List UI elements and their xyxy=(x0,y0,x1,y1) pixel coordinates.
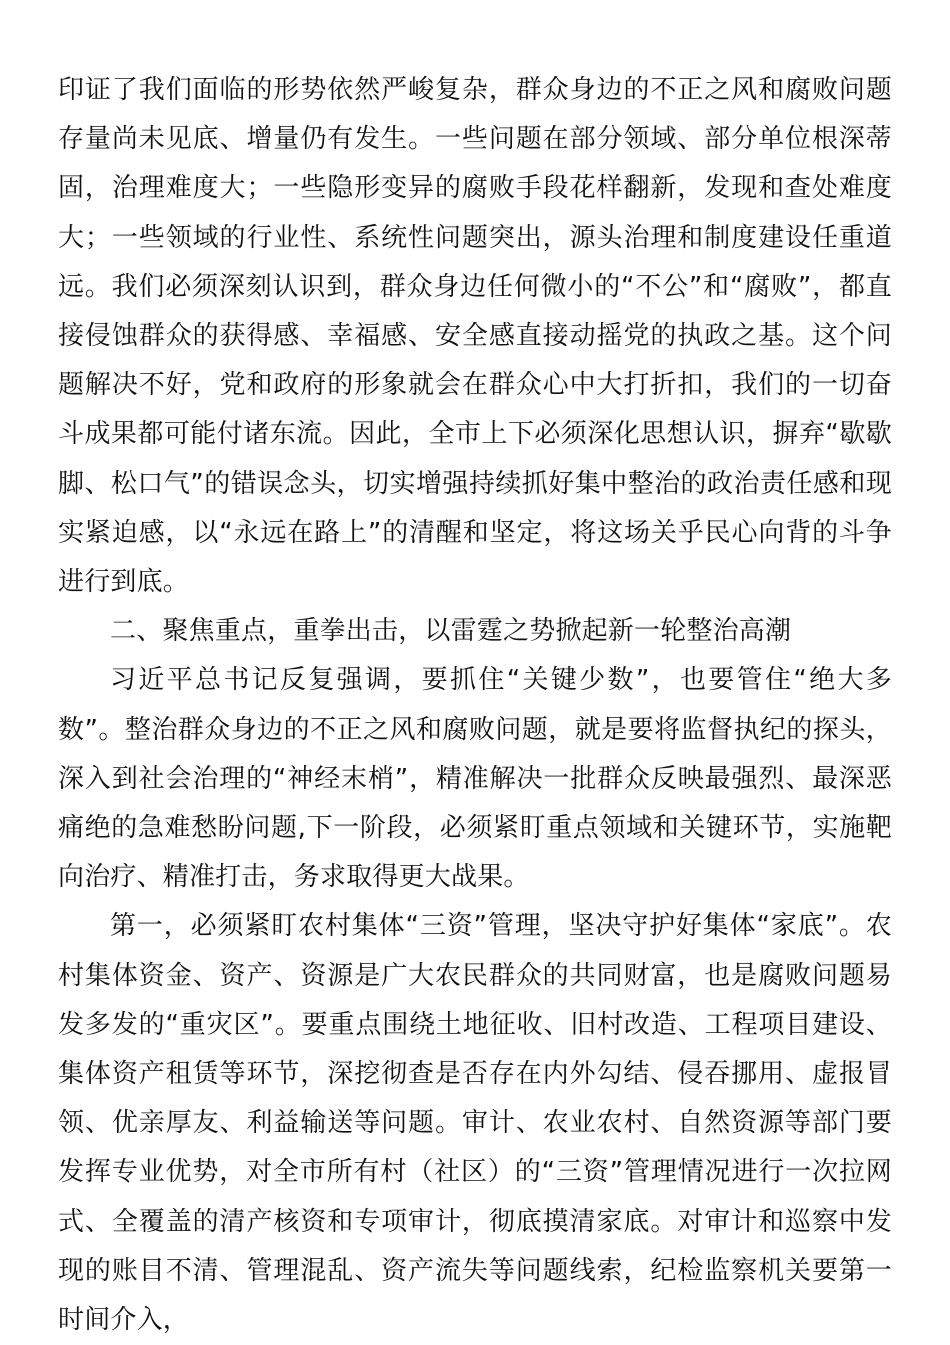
section-heading: 二、聚焦重点，重拳出击，以雷霆之势掀起新一轮整治高潮 xyxy=(110,616,792,647)
document-body xyxy=(58,66,892,1345)
paragraph: 习近平总书记反复强调，要抓住“关键少数”，也要管住“绝大多数”。整治群众身边的不正之风和腐败问题，就是要将监督执纪的探头，深入到社会治理的“神经末梢”，精准解决一批群众反映最强烈、最深恶痛绝的急难愁盼问题,下一阶段，必须紧盯重点领域和关键环节，实施靶向治疗、精准打击，务求取得更大战果。 xyxy=(58,665,892,893)
paragraph-continuation: 印证了我们面临的形势依然严峻复杂，群众身边的不正之风和腐败问题存量尚未见底、增量仍有发生。一些问题在部分领域、部分单位根深蒂固，治理难度大；一些隐形变异的腐败手段花样翻新，发现和查处难度大；一些领域的行业性、系统性问题突出，源头治理和制度建设任重道远。我们必须深刻认识到，群众身边任何微小的“不公”和“腐败”，都直接侵蚀群众的获得感、幸福感、安全感直接动摇党的执政之基。这个问题解决不好，党和政府的形象就会在群众心中大打折扣，我们的一切奋斗成果都可能付诸东流。因此，全市上下必须深化思想认识，摒弃“歇歇脚、松口气”的错误念头，切实增强持续抓好集中整治的政治责任感和现实紧迫感，以“永远在路上”的清醒和坚定，将这场关乎民心向背的斗争进行到底。 xyxy=(58,75,892,598)
paragraph: 第一，必须紧盯农村集体“三资”管理，坚决守护好集体“家底”。农村集体资金、资产、资源是广大农民群众的共同财富，也是腐败问题易发多发的“重灾区”。要重点围绕土地征收、旧村改造、工程项目建设、集体资产租赁等环节，深挖彻查是否存在内外勾结、侵吞挪用、虚报冒领、优亲厚友、利益输送等问题。审计、农业农村、自然资源等部门要发挥专业优势，对全市所有村（社区）的“三资”管理情况进行一次拉网式、全覆盖的清产核资和专项审计，彻底摸清家底。对审计和巡察中发现的账目不清、管理混乱、资产流失等问题线索，纪检监察机关要第一时间介入， xyxy=(58,911,892,1336)
